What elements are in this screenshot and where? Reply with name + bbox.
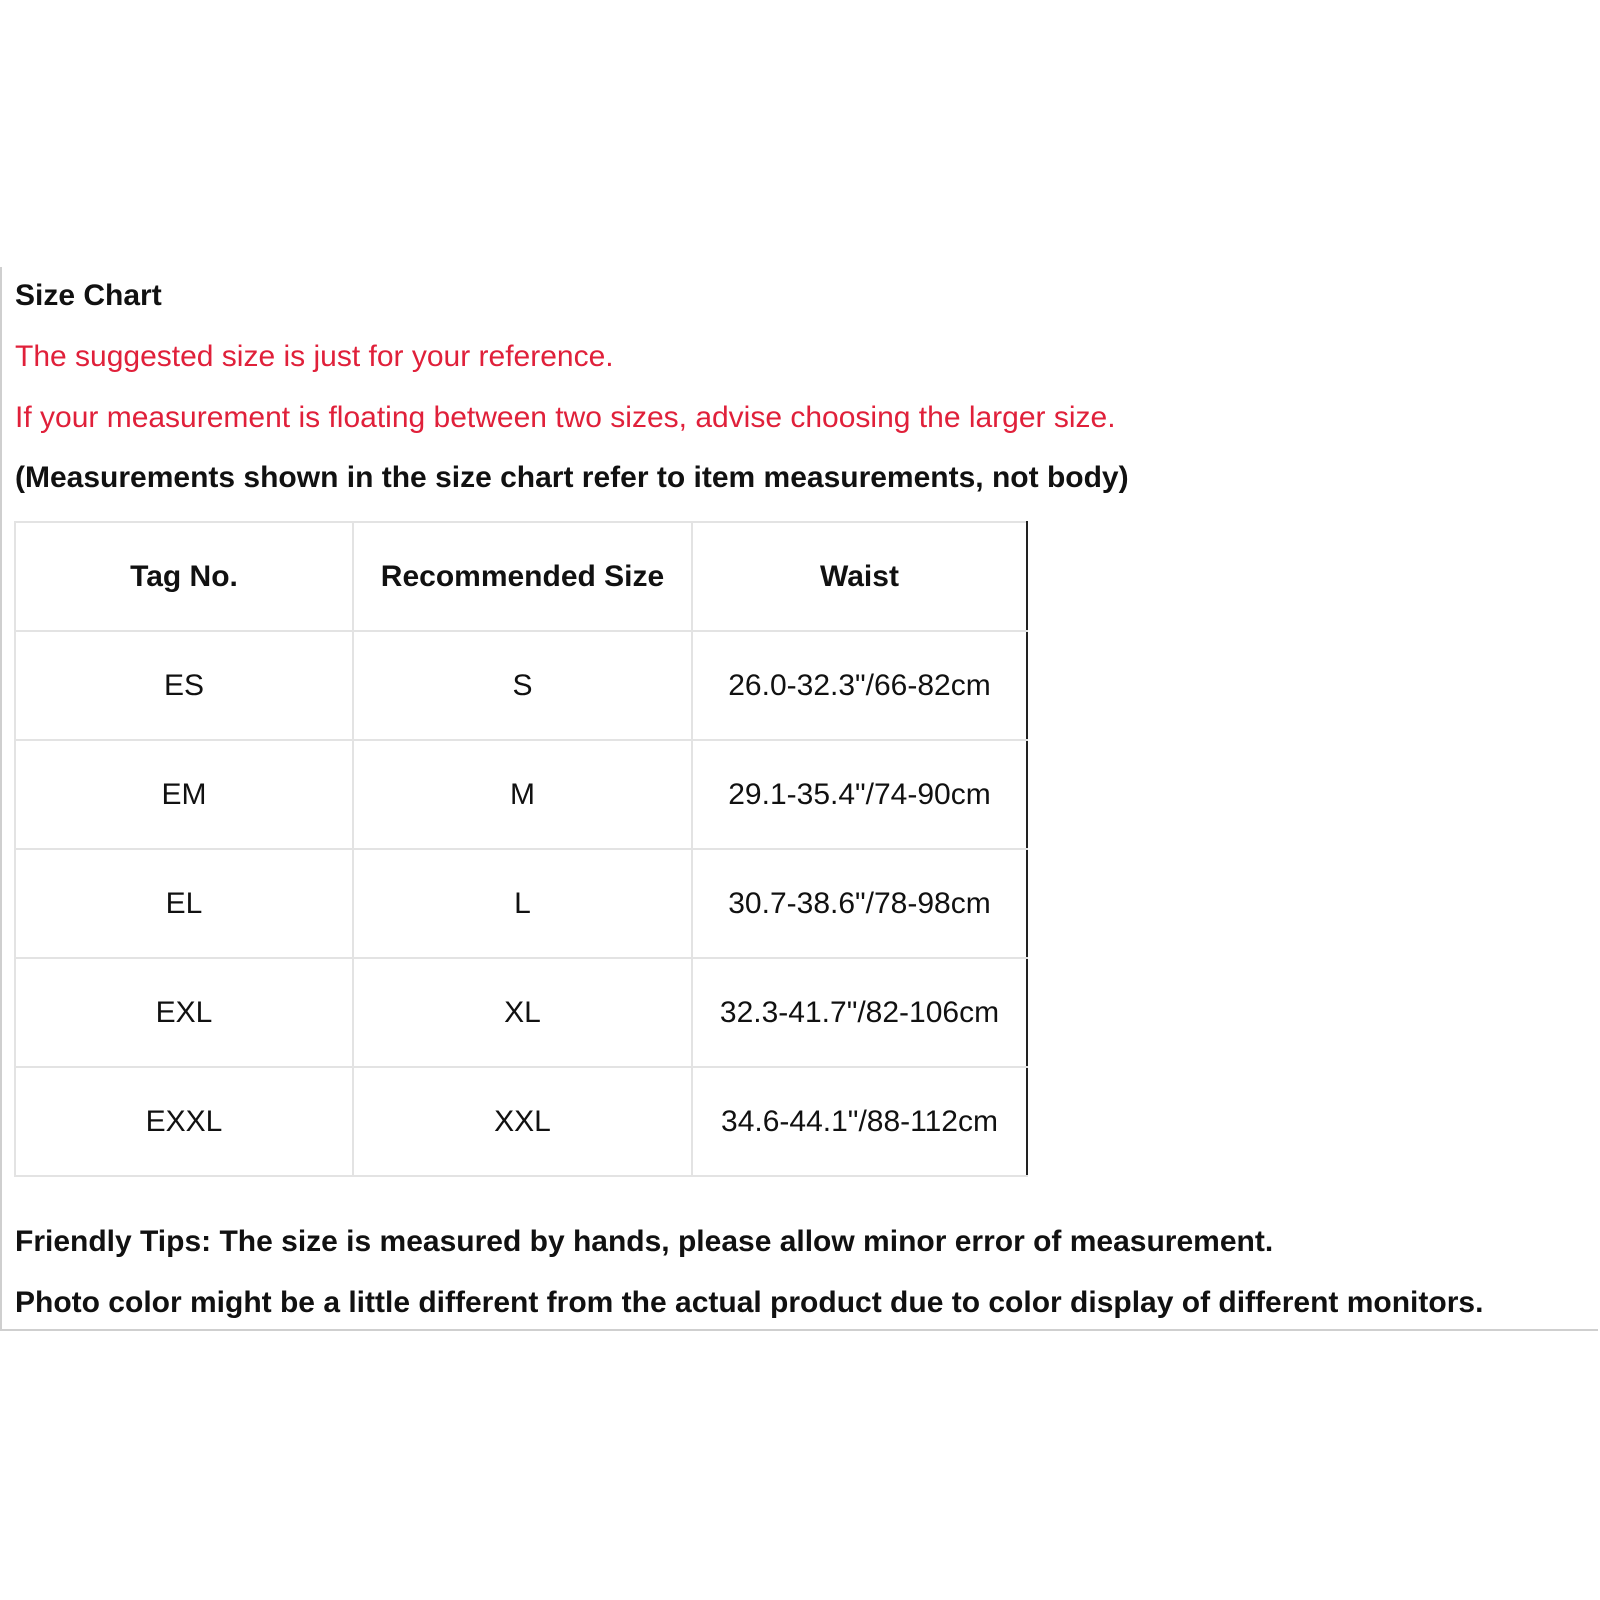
table-row bbox=[15, 631, 1027, 740]
cell-tag-no: EXXL bbox=[15, 1067, 353, 1176]
cell-waist: 30.7-38.6"/78-98cm bbox=[692, 849, 1027, 958]
table-row bbox=[15, 740, 1027, 849]
cell-waist: 26.0-32.3"/66-82cm bbox=[692, 631, 1027, 740]
table-row bbox=[15, 849, 1027, 958]
cell-recommended-size: XXL bbox=[353, 1067, 692, 1176]
cell-recommended-size: L bbox=[353, 849, 692, 958]
color-disclaimer: Photo color might be a little different from the actual product due to color display of different monitors. bbox=[15, 1286, 1484, 1319]
measurement-caption: (Measurements shown in the size chart refer to item measurements, not body) bbox=[15, 461, 1129, 494]
table-header-row bbox=[15, 522, 1027, 631]
table-row bbox=[15, 958, 1027, 1067]
header-recommended-size: Recommended Size bbox=[353, 522, 692, 631]
cell-tag-no: EM bbox=[15, 740, 353, 849]
cell-waist: 29.1-35.4"/74-90cm bbox=[692, 740, 1027, 849]
cell-recommended-size: S bbox=[353, 631, 692, 740]
cell-recommended-size: XL bbox=[353, 958, 692, 1067]
header-waist: Waist bbox=[692, 522, 1027, 631]
cell-waist: 32.3-41.7"/82-106cm bbox=[692, 958, 1027, 1067]
size-table bbox=[14, 521, 1028, 1177]
cell-tag-no: ES bbox=[15, 631, 353, 740]
table-row bbox=[15, 1067, 1027, 1176]
cell-tag-no: EXL bbox=[15, 958, 353, 1067]
reference-note: The suggested size is just for your reference. bbox=[15, 340, 614, 373]
cell-waist: 34.6-44.1"/88-112cm bbox=[692, 1067, 1027, 1176]
sizing-advice-note: If your measurement is floating between two sizes, advise choosing the larger size. bbox=[15, 401, 1116, 434]
friendly-tip: Friendly Tips: The size is measured by hands, please allow minor error of measurement. bbox=[15, 1225, 1274, 1258]
cell-tag-no: EL bbox=[15, 849, 353, 958]
header-tag-no: Tag No. bbox=[15, 522, 353, 631]
page-title: Size Chart bbox=[15, 279, 162, 312]
size-chart-panel bbox=[0, 267, 1598, 1331]
cell-recommended-size: M bbox=[353, 740, 692, 849]
